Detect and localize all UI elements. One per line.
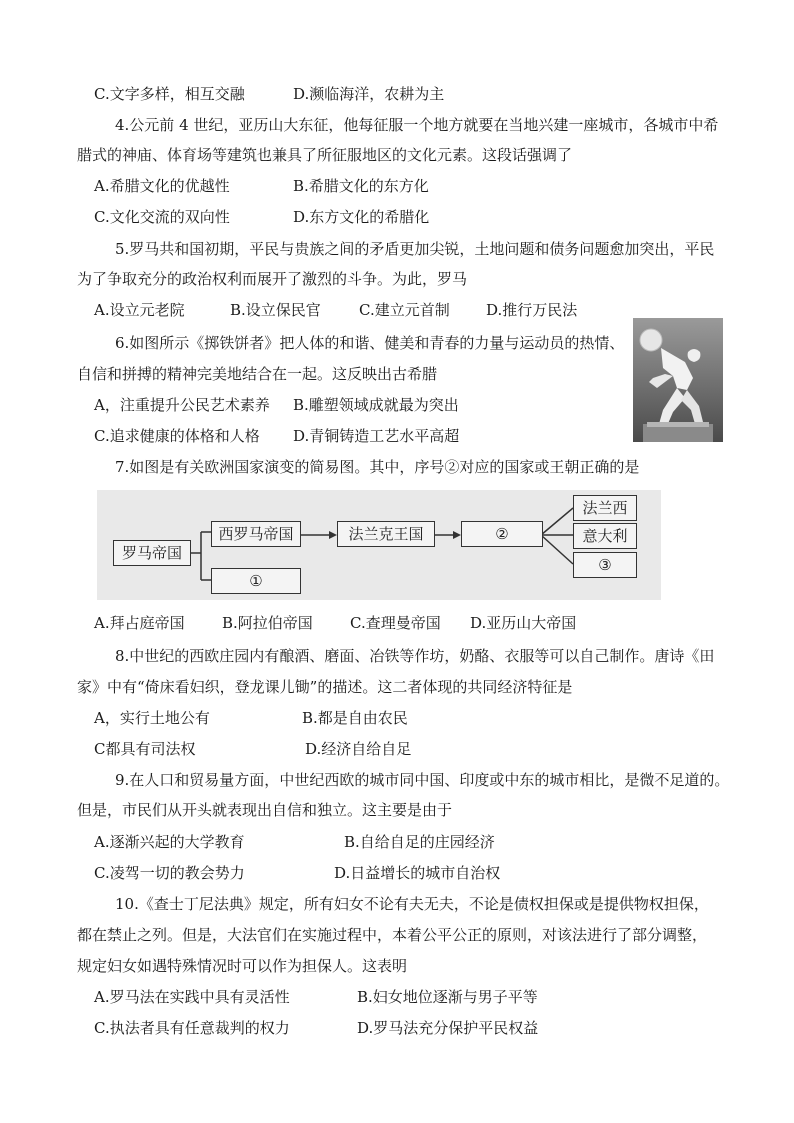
q10-stem-line-2: 都在禁止之列。但是，大法官们在实施过程中，本着公平公正的原则，对该法进行了部分调整， (77, 926, 708, 944)
q7-option-b: B.阿拉伯帝国 (222, 614, 313, 632)
q4-stem-line-1: 4.公元前 4 世纪，亚历山大东征，他每征服一个地方就要在当地兴建一座城市，各城市中希 (115, 116, 719, 134)
q3-option-c: C.文字多样，相互交融 (94, 85, 245, 103)
q10-option-a: A.罗马法在实践中具有灵活性 (94, 988, 290, 1006)
q7-stem-line-1: 7.如图是有关欧洲国家演变的简易图。其中，序号②对应的国家或王朝正确的是 (115, 458, 640, 476)
frank-kingdom-box: 法兰克王国 (337, 521, 435, 547)
discobolus-statue-image (633, 318, 723, 442)
q7-option-a: A.拜占庭帝国 (94, 614, 185, 632)
q6-stem-line-2: 自信和拼搏的精神完美地结合在一起。这反映出古希腊 (77, 365, 438, 383)
discobolus-figure-icon (633, 318, 723, 442)
q7-option-d: D.亚历山大帝国 (470, 614, 577, 632)
q5-option-b: B.设立保民官 (230, 301, 321, 319)
q5-option-a: A.设立元老院 (94, 301, 185, 319)
q4-option-d: D.东方文化的希腊化 (293, 208, 430, 226)
q6-option-a: A，注重提升公民艺术素养 (94, 396, 270, 414)
q6-option-b: B.雕塑领域成就最为突出 (293, 396, 459, 414)
q5-stem-line-1: 5.罗马共和国初期，平民与贵族之间的矛盾更加尖锐，土地问题和债务问题愈加突出，平民 (115, 240, 715, 258)
q8-stem-line-2: 家》中有“倚床看妇织，登龙课儿锄”的描述。这二者体现的共同经济特征是 (77, 678, 573, 696)
q10-option-c: C.执法者具有任意裁判的权力 (94, 1019, 290, 1037)
q9-stem-line-2: 但是，市民们从开头就表现出自信和独立。这主要是由于 (77, 801, 453, 819)
q6-stem-line-1: 6.如图所示《掷铁饼者》把人体的和谐、健美和青春的力量与运动员的热情、 (115, 334, 625, 352)
q10-stem-line-3: 规定妇女如遇特殊情况时可以作为担保人。这表明 (77, 957, 408, 975)
q10-stem-line-1: 10.《查士丁尼法典》规定，所有妇女不论有夫无夫，不论是债权担保或是提供物权担保， (115, 895, 709, 913)
blank-3-box: ③ (573, 552, 637, 578)
west-rome-box: 西罗马帝国 (211, 521, 301, 547)
q9-option-c: C.凌驾一切的教会势力 (94, 864, 245, 882)
q8-option-b: B.都是自由农民 (302, 709, 408, 727)
q10-option-d: D.罗马法充分保护平民权益 (357, 1019, 539, 1037)
q6-option-d: D.青铜铸造工艺水平高超 (293, 427, 460, 445)
europe-evolution-diagram (97, 490, 661, 600)
q8-option-a: A，实行土地公有 (94, 709, 210, 727)
q4-option-a: A.希腊文化的优越性 (94, 177, 230, 195)
q9-option-b: B.自给自足的庄园经济 (344, 833, 495, 851)
q10-option-b: B.妇女地位逐渐与男子平等 (357, 988, 538, 1006)
italy-box: 意大利 (573, 523, 637, 549)
q9-stem-line-1: 9.在人口和贸易量方面，中世纪西欧的城市同中国、印度或中东的城市相比，是微不足道的。 (115, 771, 730, 789)
q4-stem-line-2: 腊式的神庙、体育场等建筑也兼具了所征服地区的文化元素。这段话强调了 (77, 146, 573, 164)
blank-2-box: ② (461, 521, 543, 547)
q4-option-b: B.希腊文化的东方化 (293, 177, 429, 195)
q8-stem-line-1: 8.中世纪的西欧庄园内有酿酒、磨面、冶铁等作坊，奶酪、衣服等可以自己制作。唐诗《田 (115, 647, 715, 665)
q8-option-c: C都具有司法权 (94, 740, 196, 758)
q8-option-d: D.经济自给自足 (305, 740, 412, 758)
q5-option-d: D.推行万民法 (486, 301, 578, 319)
q4-option-c: C.文化交流的双向性 (94, 208, 230, 226)
q3-option-d: D.濒临海洋，农耕为主 (293, 85, 445, 103)
q6-option-c: C.追求健康的体格和人格 (94, 427, 260, 445)
q9-option-d: D.日益增长的城市自治权 (334, 864, 501, 882)
blank-1-box: ① (211, 568, 301, 594)
q5-stem-line-2: 为了争取充分的政治权利而展开了激烈的斗争。为此，罗马 (77, 270, 468, 288)
q7-option-c: C.查理曼帝国 (350, 614, 441, 632)
q5-option-c: C.建立元首制 (359, 301, 450, 319)
france-box: 法兰西 (573, 495, 637, 521)
q9-option-a: A.逐渐兴起的大学教育 (94, 833, 245, 851)
rome-empire-box: 罗马帝国 (113, 540, 191, 566)
